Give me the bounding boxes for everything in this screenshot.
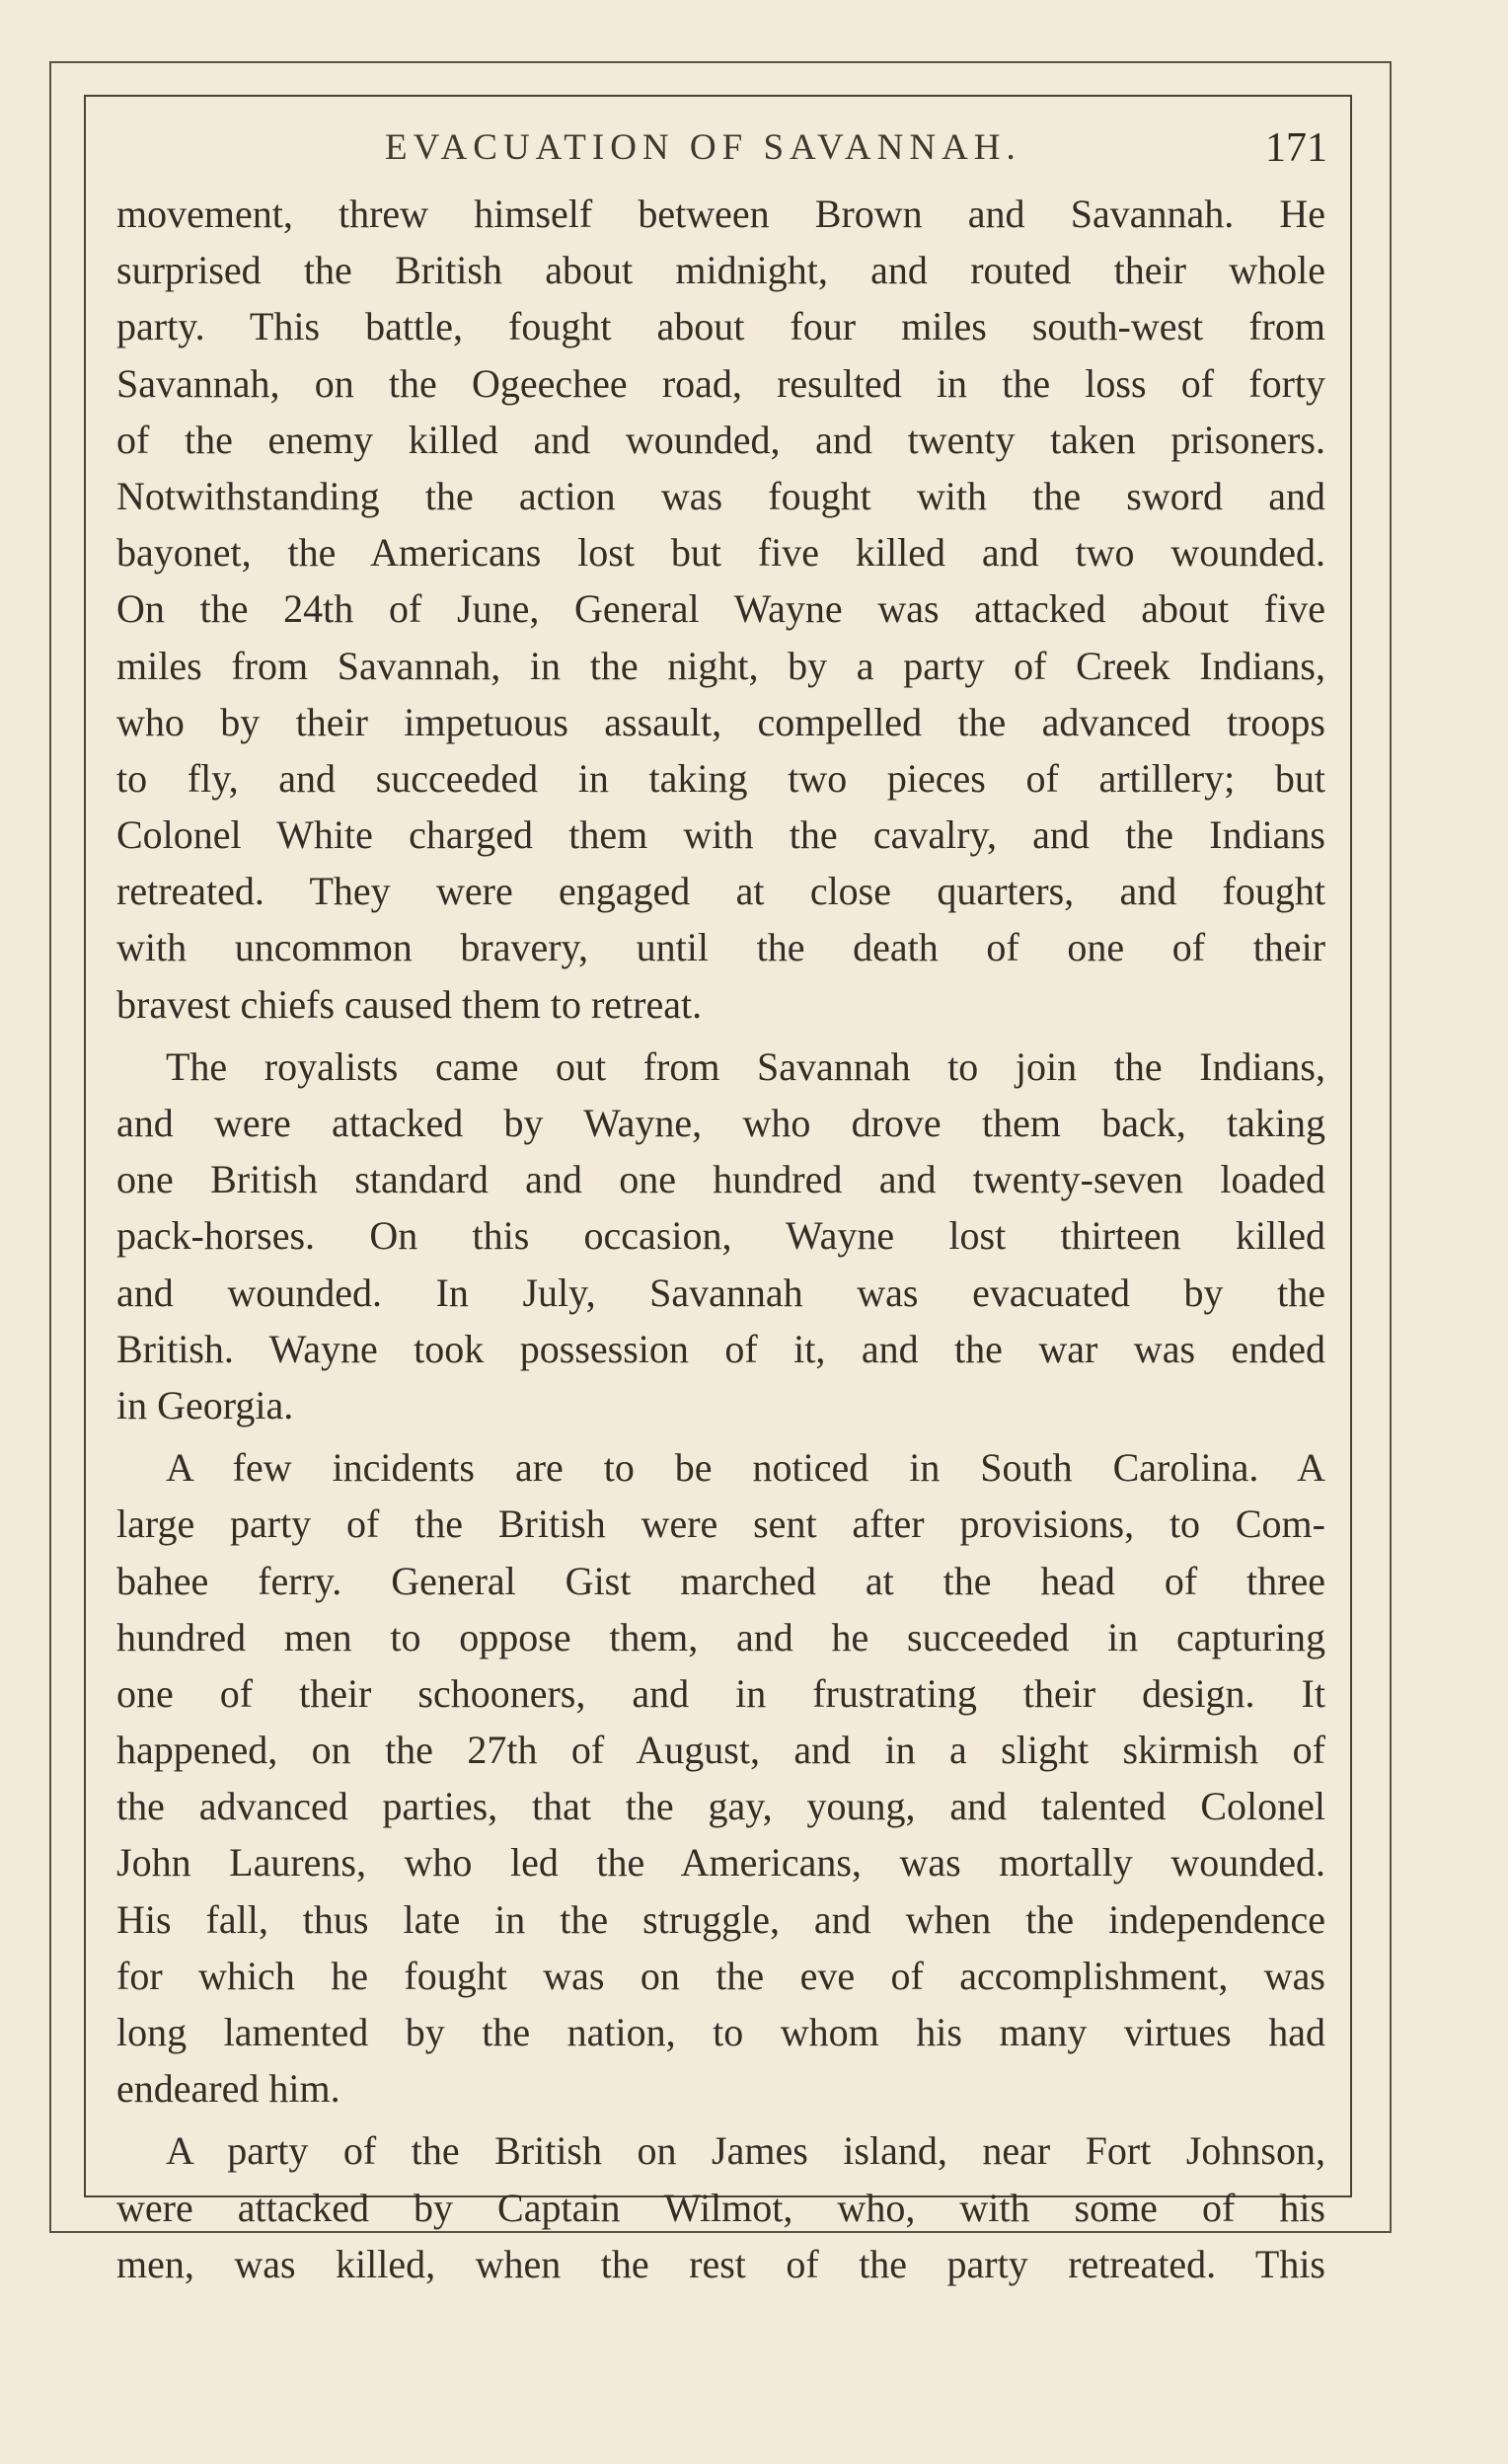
paragraph-first-line: A few incidents are to be noticed in South Carolina. A <box>166 1445 1325 1491</box>
text-line: hundred men to oppose them, and he succeeded in capturing <box>116 1614 1325 1659</box>
text-line: surprised the British about midnight, and routed their whole <box>116 248 1325 293</box>
text-line: party. This battle, fought about four miles south-west from <box>116 304 1325 349</box>
running-head: EVACUATION OF SAVANNAH. <box>385 127 1021 168</box>
text-line: On the 24th of June, General Wayne was attacked about five <box>116 586 1325 632</box>
text-line: British. Wayne took possession of it, and the war was ended <box>116 1326 1325 1371</box>
text-line: movement, threw himself between Brown and Savannah. He <box>116 192 1325 236</box>
body-text <box>116 186 1325 2292</box>
text-line: bravest chiefs caused them to retreat. <box>116 981 703 1027</box>
text-line: one British standard and one hundred and twenty-seven loaded <box>116 1157 1325 1202</box>
paragraph-first-line: A party of the British on James island, near Fort Johnson, <box>166 2128 1325 2174</box>
text-line: with uncommon bravery, until the death of one of their <box>116 925 1325 970</box>
text-line: were attacked by Captain Wilmot, who, with some of his <box>116 2185 1325 2230</box>
text-line: in Georgia. <box>116 1382 294 1427</box>
text-line: of the enemy killed and wounded, and twenty taken prisoners. <box>116 417 1325 462</box>
text-line: and were attacked by Wayne, who drove them back, taking <box>116 1101 1325 1145</box>
text-line: the advanced parties, that the gay, young, and talented Colonel <box>116 1784 1325 1829</box>
text-line: and wounded. In July, Savannah was evacuated by the <box>116 1270 1325 1315</box>
text-line: bayonet, the Americans lost but five killed and two wounded. <box>116 530 1325 576</box>
text-line: to fly, and succeeded in taking two pieces of artillery; but <box>116 755 1325 801</box>
text-line: Notwithstanding the action was fought with the sword and <box>116 473 1325 518</box>
text-line: happened, on the 27th of August, and in a slight skirmish of <box>116 1728 1325 1773</box>
text-line: John Laurens, who led the Americans, was mortally wounded. <box>116 1840 1325 1886</box>
text-line: Colonel White charged them with the cavalry, and the Indians <box>116 812 1325 858</box>
text-line: large party of the British were sent after provisions, to Com- <box>116 1502 1325 1547</box>
text-line: one of their schooners, and in frustrating their design. It <box>116 1670 1325 1716</box>
paragraph-first-line: The royalists came out from Savannah to join the Indians, <box>166 1043 1325 1089</box>
text-line: bahee ferry. General Gist marched at the head of three <box>116 1558 1325 1603</box>
text-line: miles from Savannah, in the night, by a party of Creek Indians, <box>116 643 1325 688</box>
text-line: pack-horses. On this occasion, Wayne lost thirteen killed <box>116 1213 1325 1259</box>
page-header <box>118 120 1327 176</box>
text-line: long lamented by the nation, to whom his many virtues had <box>116 2010 1325 2054</box>
text-line: men, was killed, when the rest of the party retreated. This <box>116 2241 1325 2286</box>
text-line: for which he fought was on the eve of accomplishment, was <box>116 1953 1325 1998</box>
text-line: who by their impetuous assault, compelled the advanced troops <box>116 699 1325 744</box>
text-line: Savannah, on the Ogeechee road, resulted in the loss of forty <box>116 360 1325 406</box>
text-line: retreated. They were engaged at close quarters, and fought <box>116 869 1325 914</box>
page-number: 171 <box>1265 125 1327 171</box>
text-line: endeared him. <box>116 2066 340 2112</box>
text-line: His fall, thus late in the struggle, and when the independence <box>116 1896 1325 1942</box>
